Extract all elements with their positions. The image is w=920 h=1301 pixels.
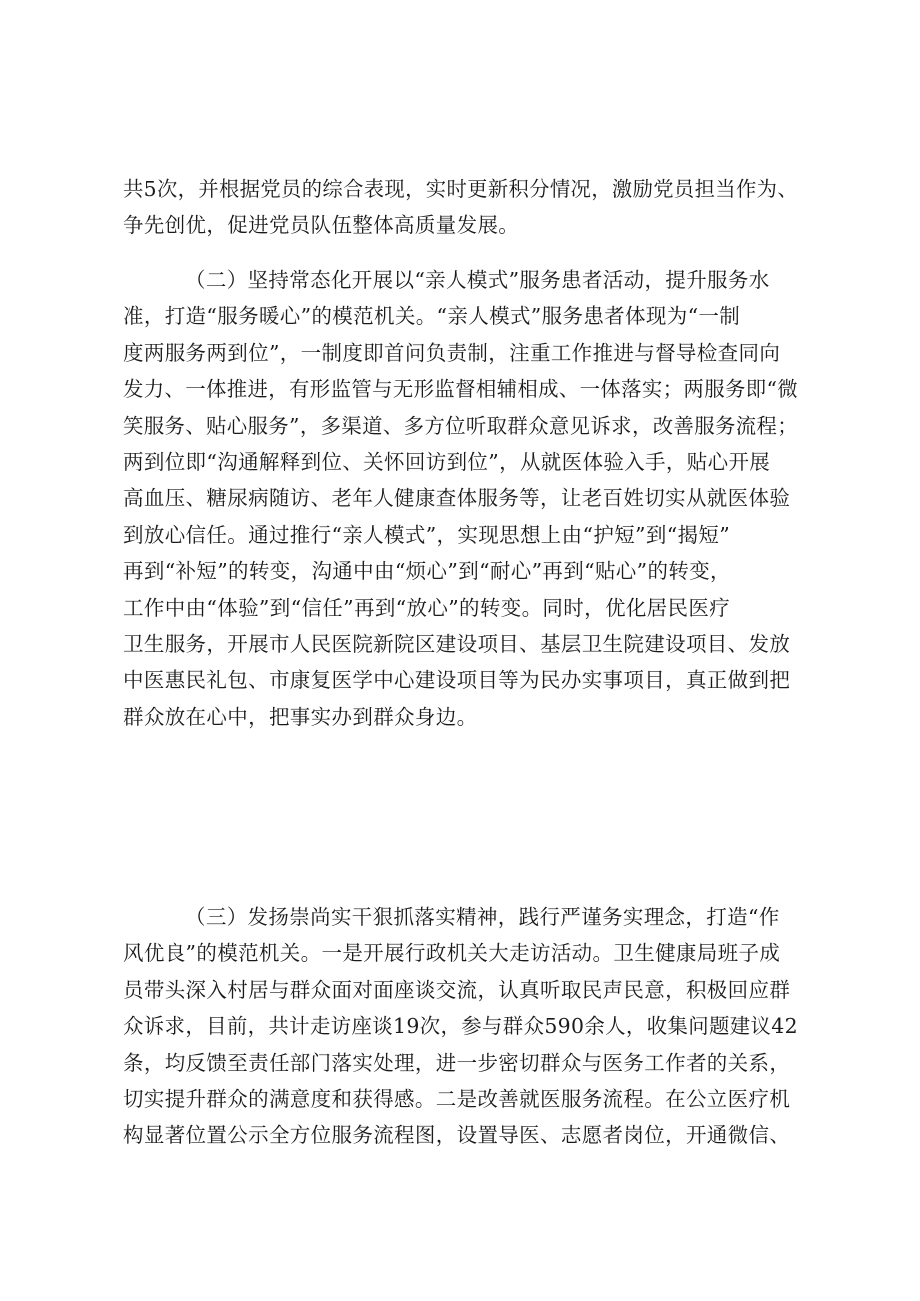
paragraph-line: 两到位即“沟通解释到位、关怀回访到位”，从就医体验入手，贴心开展 xyxy=(123,449,771,474)
paragraph-1 xyxy=(123,171,798,244)
paragraph-line: 众诉求，目前，共计走访座谈19次，参与群众590余人，收集问题建议42 xyxy=(123,1014,798,1039)
paragraph-first-line: （二）坚持常态化开展以“亲人模式”服务患者活动，提升服务水 xyxy=(185,268,770,292)
paragraph-line: 争先创优，促进党员队伍整体高质量发展。 xyxy=(123,213,520,238)
paragraph-line: 度两服务两到位”，一制度即首问负责制，注重工作推进与督导检查同向 xyxy=(123,340,781,365)
paragraph-line: 卫生服务，开展市人民医院新院区建设项目、基层卫生院建设项目、发放 xyxy=(123,631,791,656)
paragraph-line: 准，打造“服务暖心”的模范机关。“亲人模式”服务患者体现为“一制 xyxy=(123,304,741,329)
paragraph-line: 再到“补短”的转变，沟通中由“烦心”到“耐心”再到“贴心”的转变， xyxy=(123,559,731,584)
paragraph-line: 发力、一体推进，有形监管与无形监督相辅相成、一体落实；两服务即“微 xyxy=(123,377,798,402)
paragraph-line: 构显著位置公示全方位服务流程图，设置导医、志愿者岗位，开通微信、 xyxy=(123,1123,791,1148)
paragraph-line: 风优良”的模范机关。一是开展行政机关大走访活动。卫生健康局班子成 xyxy=(123,941,781,966)
paragraph-line: 群众放在心中，把事实办到群众身边。 xyxy=(123,704,478,729)
paragraph-line: 笑服务、贴心服务”，多渠道、多方位听取群众意见诉求，改善服务流程； xyxy=(123,413,798,438)
paragraph-line: 中医惠民礼包、市康复医学中心建设项目等为民办实事项目，真正做到把 xyxy=(123,668,791,693)
paragraph-line: 高血压、糖尿病随访、老年人健康查体服务等，让老百姓切实从就医体验 xyxy=(123,486,791,511)
paragraph-first-line: （三）发扬崇尚实干狠抓落实精神，践行严谨务实理念，打造“作 xyxy=(185,905,780,929)
paragraph-2 xyxy=(123,262,798,735)
paragraph-line: 共5次，并根据党员的综合表现，实时更新积分情况，激励党员担当作为、 xyxy=(123,177,798,201)
paragraph-line: 切实提升群众的满意度和获得感。二是改善就医服务流程。在公立医疗机 xyxy=(123,1086,791,1111)
paragraph-3 xyxy=(123,899,798,1154)
paragraph-line: 员带头深入村居与群众面对面座谈交流，认真听取民声民意，积极回应群 xyxy=(123,977,791,1002)
paragraph-line: 到放心信任。通过推行“亲人模式”，实现思想上由“护短”到“揭短” xyxy=(123,522,731,547)
paragraph-line: 条，均反馈至责任部门落实处理，进一步密切群众与医务工作者的关系， xyxy=(123,1050,791,1075)
paragraph-line: 工作中由“体验”到“信任”再到“放心”的转变。同时，优化居民医疗 xyxy=(123,595,731,620)
